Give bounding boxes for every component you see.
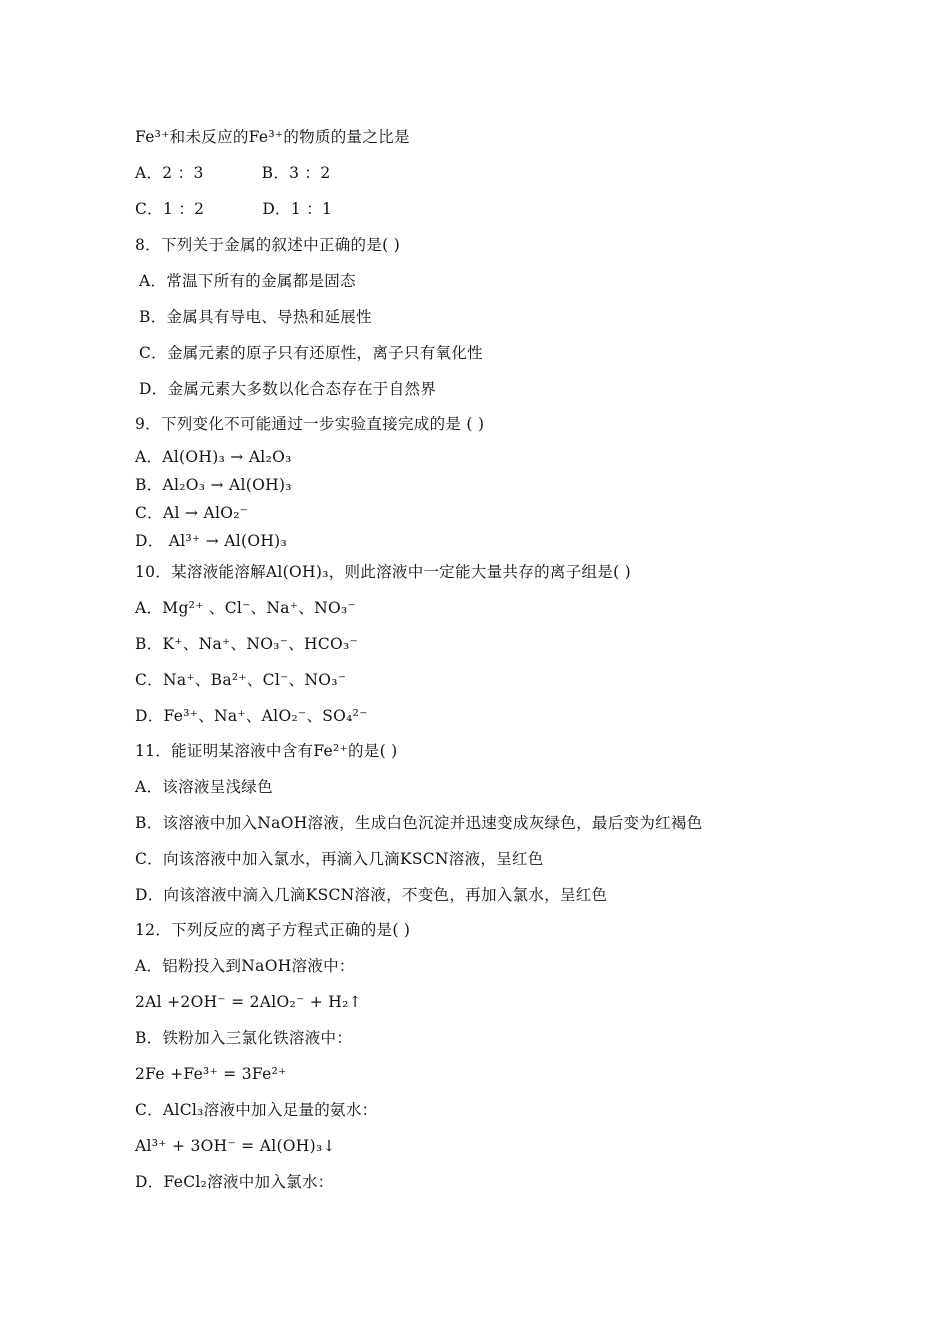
q7-options-row-1 <box>135 163 331 183</box>
q10-option-c: C．Na⁺、Ba²⁺、Cl⁻、NO₃⁻ <box>135 671 347 689</box>
q11-stem: 11．能证明某溶液中含有Fe²⁺的是( ) <box>135 742 398 760</box>
q9-option-d: D． Al³⁺ → Al(OH)₃ <box>135 532 288 550</box>
q12-option-d: D．FeCl₂溶液中加入氯水： <box>135 1173 334 1191</box>
q7-option-b: B．3 ：2 <box>261 164 331 182</box>
q8-option-c: C．金属元素的原子只有还原性，离子只有氧化性 <box>139 344 483 362</box>
q10-option-a: A．Mg²⁺ 、Cl⁻、Na⁺、NO₃⁻ <box>135 599 356 617</box>
q7-option-c: C．1 ：2 <box>135 200 205 218</box>
q12-equation-c: Al³⁺ + 3OH⁻ = Al(OH)₃↓ <box>135 1137 336 1155</box>
q9-stem: 9．下列变化不可能通过一步实验直接完成的是 ( ) <box>135 415 485 433</box>
q11-option-d: D．向该溶液中滴入几滴KSCN溶液，不变色，再加入氯水，呈红色 <box>135 886 608 904</box>
text-line: Fe³⁺和未反应的Fe³⁺的物质的量之比是 <box>135 128 410 146</box>
q8-stem: 8．下列关于金属的叙述中正确的是( ) <box>135 236 401 254</box>
q12-option-c: C．AlCl₃溶液中加入足量的氨水： <box>135 1101 378 1119</box>
q7-options-row-2 <box>135 199 332 219</box>
q12-stem: 12．下列反应的离子方程式正确的是( ) <box>135 921 411 939</box>
q11-option-c: C．向该溶液中加入氯水，再滴入几滴KSCN溶液，呈红色 <box>135 850 544 868</box>
q9-option-b: B．Al₂O₃ → Al(OH)₃ <box>135 476 292 494</box>
q10-option-d: D．Fe³⁺、Na⁺、AlO₂⁻、SO₄²⁻ <box>135 707 368 725</box>
q8-option-d: D．金属元素大多数以化合态存在于自然界 <box>139 380 437 398</box>
q8-option-a: A．常温下所有的金属都是固态 <box>139 272 356 290</box>
q12-option-b: B．铁粉加入三氯化铁溶液中： <box>135 1029 353 1047</box>
q11-option-b: B．该溶液中加入NaOH溶液，生成白色沉淀并迅速变成灰绿色，最后变为红褐色 <box>135 814 703 832</box>
q10-option-b: B．K⁺、Na⁺、NO₃⁻、HCO₃⁻ <box>135 635 358 653</box>
q11-option-a: A．该溶液呈浅绿色 <box>135 778 273 796</box>
q7-option-a: A．2 ：3 <box>135 164 204 182</box>
q9-option-c: C．Al → AlO₂⁻ <box>135 504 249 522</box>
q12-equation-b: 2Fe +Fe³⁺ = 3Fe²⁺ <box>135 1065 287 1083</box>
q9-option-a: A．Al(OH)₃ → Al₂O₃ <box>135 448 292 466</box>
q12-equation-a: 2Al +2OH⁻ = 2AlO₂⁻ + H₂↑ <box>135 993 362 1011</box>
q12-option-a: A．铝粉投入到NaOH溶液中： <box>135 957 355 975</box>
q7-option-d: D．1 ：1 <box>262 200 333 218</box>
q10-stem: 10．某溶液能溶解Al(OH)₃，则此溶液中一定能大量共存的离子组是( ) <box>135 563 632 581</box>
q8-option-b: B．金属具有导电、导热和延展性 <box>139 308 372 326</box>
